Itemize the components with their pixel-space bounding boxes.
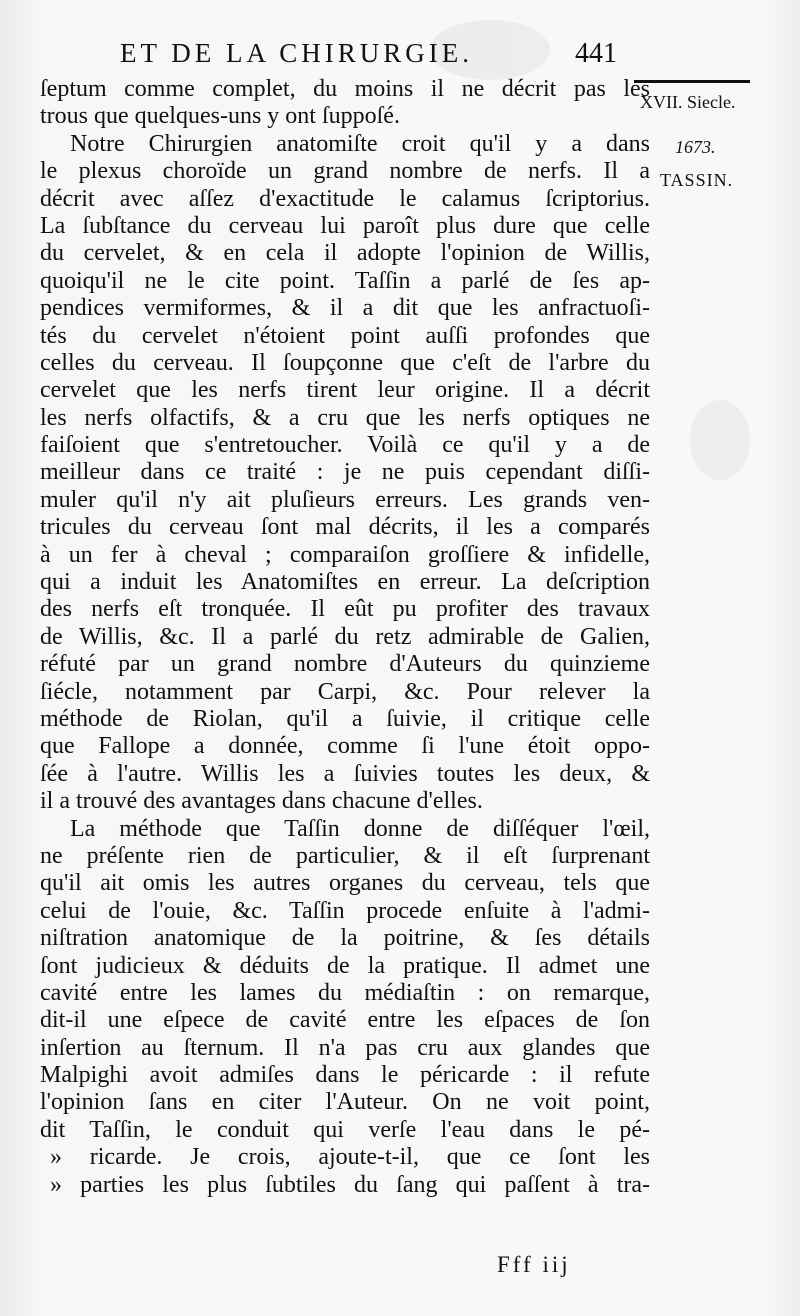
text-line: meilleur dans ce traité : je ne puis cependant diſſi- xyxy=(40,459,650,486)
text-line: tricules du cerveau ſont mal décrits, il les a comparés xyxy=(40,514,650,541)
text-line: inſertion au ſternum. Il n'a pas cru aux glandes que xyxy=(40,1034,650,1061)
text-line: ſée à l'autre. Willis les a ſuivies toutes les deux, & xyxy=(40,760,650,787)
body-text xyxy=(40,76,650,1199)
running-header: ET DE LA CHIRURGIE. xyxy=(120,38,473,68)
text-line: de Willis, &c. Il a parlé du retz admirable de Galien, xyxy=(40,623,650,650)
text-line: quoiqu'il ne le cite point. Taſſin a parlé de ſes ap- xyxy=(40,267,650,294)
text-line: qui a induit les Anatomiſtes en erreur. La deſcription xyxy=(40,569,650,596)
text-line: La ſubſtance du cerveau lui paroît plus dure que celle xyxy=(40,212,650,239)
text-line: niſtration anatomique de la poitrine, & ſes détails xyxy=(40,925,650,952)
text-line: le plexus choroïde un grand nombre de nerfs. Il a xyxy=(40,158,650,185)
text-line: Notre Chirurgien anatomiſte croit qu'il y a dans xyxy=(70,130,650,157)
margin-note-author: TASSIN. xyxy=(660,170,734,190)
margin-note-year: 1673. xyxy=(675,137,716,157)
text-line: trous que quelques-uns y ont ſuppoſé. xyxy=(40,103,400,130)
signature-mark: Fff iij xyxy=(497,1252,571,1277)
text-line: il a trouvé des avantages dans chacune d'elles. xyxy=(40,788,483,815)
text-line: faiſoient que s'entretoucher. Voilà ce qu'il y a de xyxy=(40,432,650,459)
text-line: » parties les plus ſubtiles du ſang qui paſſent à tra- xyxy=(50,1171,650,1198)
text-line: l'opinion ſans en citer l'Auteur. On ne voit point, xyxy=(40,1089,650,1116)
text-line: que Fallope a donnée, comme ſi l'une étoit oppo- xyxy=(40,733,650,760)
text-line: ſeptum comme complet, du moins il ne décrit pas les xyxy=(40,76,650,102)
margin-note-century: XVII. Siecle. xyxy=(640,92,736,112)
text-line: muler qu'il n'y ait pluſieurs erreurs. Les grands ven- xyxy=(40,486,650,513)
text-line: celles du cerveau. Il ſoupçonne que c'eſt de l'arbre du xyxy=(40,349,650,376)
text-line: Malpighi avoit admiſes dans le péricarde : il refute xyxy=(40,1062,650,1089)
text-line: ne préſente rien de particulier, & il eſt ſurprenant xyxy=(40,842,650,869)
text-line: cavité entre les lames du médiaſtin : on remarque, xyxy=(40,979,650,1006)
text-line: du cervelet, & en cela il adopte l'opinion de Willis, xyxy=(40,240,650,267)
text-line: celui de l'ouie, &c. Taſſin procede enſuite à l'admi- xyxy=(40,897,650,924)
page-number: 441 xyxy=(575,38,617,69)
text-line: pendices vermiformes, & il a dit que les anfractuoſi- xyxy=(40,295,650,322)
text-line: à un fer à cheval ; comparaiſon groſſiere & infidelle, xyxy=(40,541,650,568)
text-line: La méthode que Taſſin donne de diſſéquer l'œil, xyxy=(70,815,650,842)
paper-stain xyxy=(690,400,750,480)
text-line: » ricarde. Je crois, ajoute-t-il, que ce ſont les xyxy=(50,1144,650,1171)
text-line: cervelet que les nerfs tirent leur origine. Il a décrit xyxy=(40,377,650,404)
text-line: décrit avec aſſez d'exactitude le calamus ſcriptorius. xyxy=(40,185,650,212)
text-line: qu'il ait omis les autres organes du cerveau, tels que xyxy=(40,870,650,897)
text-line: des nerfs eſt tronquée. Il eût pu profiter des travaux xyxy=(40,596,650,623)
text-line: dit-il une eſpece de cavité entre les eſpaces de ſon xyxy=(40,1007,650,1034)
text-line: réfuté par un grand nombre d'Auteurs du quinzieme xyxy=(40,651,650,678)
text-line: dit Taſſin, le conduit qui verſe l'eau dans le pé- xyxy=(40,1116,650,1143)
margin-rule xyxy=(634,80,750,83)
text-line: ſont judicieux & déduits de la pratique. Il admet une xyxy=(40,952,650,979)
text-line: méthode de Riolan, qu'il a ſuivie, il critique celle xyxy=(40,705,650,732)
text-line: ſiécle, notamment par Carpi, &c. Pour relever la xyxy=(40,678,650,705)
text-line: tés du cervelet n'étoient point auſſi profondes que xyxy=(40,322,650,349)
text-line: les nerfs olfactifs, & a cru que les nerfs optiques ne xyxy=(40,404,650,431)
